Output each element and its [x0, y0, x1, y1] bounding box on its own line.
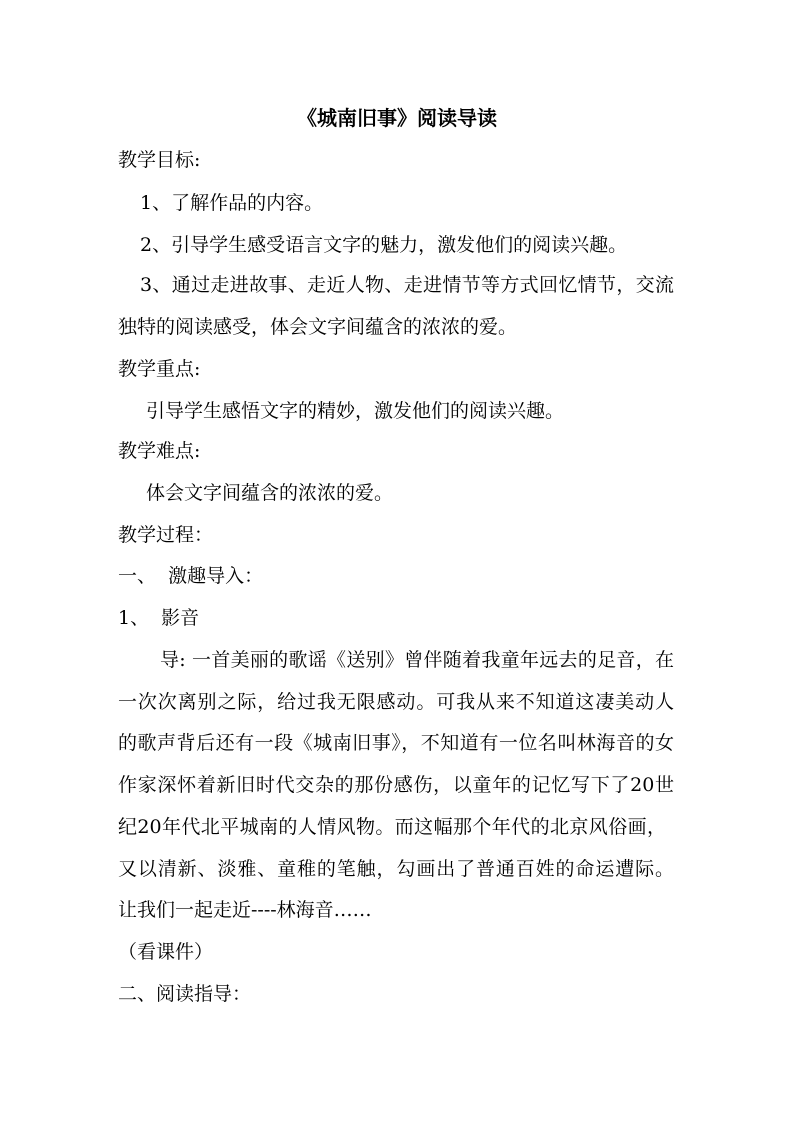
courseware-note: （看课件）: [118, 941, 214, 963]
intro-paragraph-line-7: 让我们一起走近----林海音……: [118, 899, 372, 921]
teaching-focus-text: 引导学生感悟文字的精妙，激发他们的阅读兴趣。: [146, 400, 565, 422]
goal-item-3-continued: 独特的阅读感受，体会文字间蕴含的浓浓的爱。: [118, 316, 518, 338]
teaching-goals-heading: 教学目标:: [118, 149, 201, 171]
subsection-1-heading: 1、 影音: [118, 607, 200, 629]
teaching-focus-heading: 教学重点:: [118, 358, 201, 380]
teaching-process-heading: 教学过程：: [118, 524, 214, 546]
document-title: 《城南旧事》阅读导读: [297, 106, 497, 130]
teaching-difficulty-heading: 教学难点:: [118, 440, 201, 462]
teaching-difficulty-text: 体会文字间蕴含的浓浓的爱。: [146, 482, 394, 504]
intro-paragraph-line-2: 一次次离别之际，给过我无限感动。可我从来不知道这凄美动人: [118, 691, 674, 713]
section-two-heading: 二、阅读指导：: [118, 983, 252, 1005]
intro-paragraph-line-1: 导: 一首美丽的歌谣《送别》曾伴随着我童年远去的足音，在: [160, 649, 674, 671]
section-one-heading: 一、 激趣导入：: [118, 565, 264, 587]
intro-paragraph-line-3: 的歌声背后还有一段《城南旧事》，不知道有一位名叫林海音的女: [118, 732, 674, 754]
goal-item-3: 3、通过走进故事、走近人物、走进情节等方式回忆情节，交流: [140, 274, 674, 296]
intro-paragraph-line-6: 又以清新、淡雅、童稚的笔触，勾画出了普通百姓的命运遭际。: [118, 858, 674, 880]
intro-paragraph-line-5: 纪20年代北平城南的人情风物。而这幅那个年代的北京风俗画，: [118, 816, 666, 838]
goal-item-2: 2、引导学生感受语言文字的魅力，激发他们的阅读兴趣。: [140, 234, 628, 256]
intro-paragraph-line-4: 作家深怀着新旧时代交杂的那份感伤，以童年的记忆写下了20世: [118, 774, 674, 796]
goal-item-1: 1、了解作品的内容。: [140, 192, 324, 214]
